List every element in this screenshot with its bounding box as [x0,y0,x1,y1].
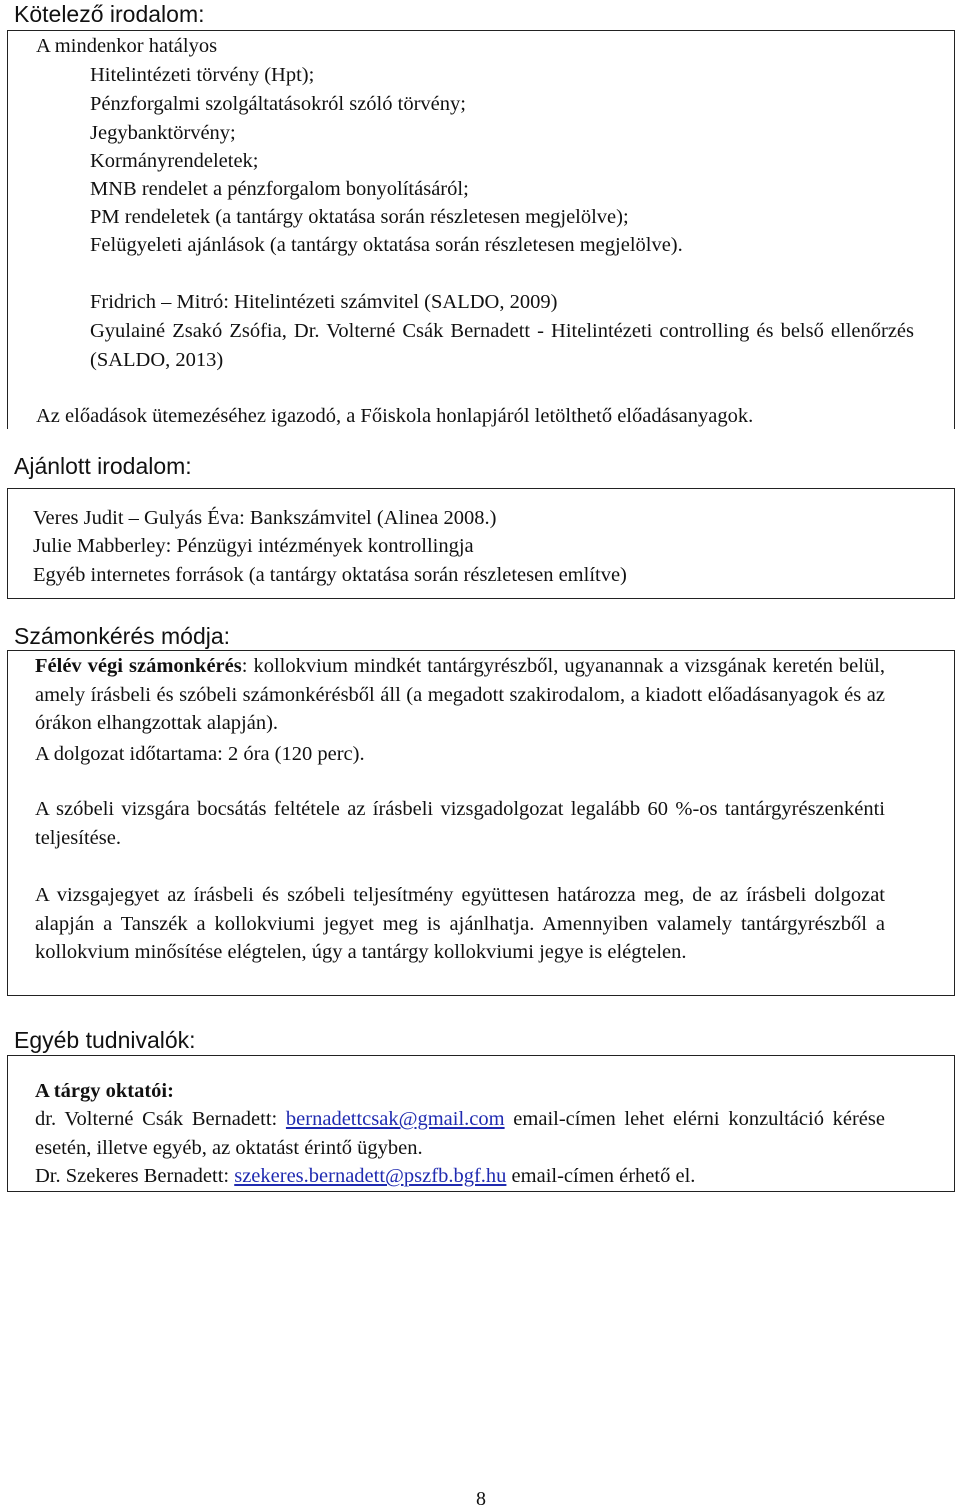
teacher-1-name: dr. Volterné Csák Bernadett: [35,1108,278,1130]
teacher-1 [35,1105,885,1162]
kotelezo-box [7,30,955,429]
teacher-1-text: email-címen lehet elérni konzultáció kérése esetén, illetve egyéb, az oktatást érintő ügyben. [35,1108,885,1159]
kotelezo-note: Az előadások ütemezéséhez igazodó, a Főiskola honlapjáról letölthető előadásanyagok. [36,405,754,427]
law-item: PM rendeletek (a tantárgy oktatása során részletesen megjelölve); [90,206,629,228]
teacher-2-email-link[interactable]: szekeres.bernadett@pszfb.bgf.hu [234,1165,507,1187]
book-item: Gyulainé Zsakó Zsófia, Dr. Volterné Csák Bernadett - Hitelintézeti controlling és belső ellenőrzés (SALDO, 2013) [90,320,914,371]
exam-duration: A dolgozat időtartama: 2 óra (120 perc). [35,743,365,765]
exam-paragraph-2: A szóbeli vizsgára bocsátás feltétele az írásbeli vizsgadolgozat legalább 60 %-os tantárgyrészenkénti teljesítése. [35,798,885,849]
teacher-2-name: Dr. Szekeres Bernadett: [35,1165,230,1187]
law-item: Hitelintézeti törvény (Hpt); [90,64,315,86]
book-item: Fridrich – Mitró: Hitelintézeti számvitel (SALDO, 2009) [90,291,558,313]
law-item: Felügyeleti ajánlások (a tantárgy oktatása során részletesen megjelölve). [90,234,683,256]
kotelezo-intro: A mindenkor hatályos [36,35,218,57]
recommended-item: Veres Judit – Gulyás Éva: Bankszámvitel (Alinea 2008.) [33,507,497,529]
law-item: Kormányrendeletek; [90,150,259,172]
teacher-1-email-link[interactable]: bernadettcsak@gmail.com [285,1108,505,1130]
section-title-ajanlott: Ajánlott irodalom: [14,453,192,479]
exam-text: : kollokvium mindkét tantárgyrészből, ugyanannak a vizsgának keretén belül, amely írásbeli és szóbeli számonkérésből áll (a megadott szakirodalom, a kiadott előadásanyagok és az órákon elhangzottak alapján). [35,655,885,735]
ajanlott-box [7,488,955,599]
exam-paragraph-3: A vizsgajegyet az írásbeli és szóbeli teljesítmény együttesen határozza meg, de az írásbeli dolgozat alapján a Tanszék a kollokviumi jegyet meg is ajánlhatja. Amennyiben valamely tantárgyrészből a kollokvium minősítése elégtelen, úgy a tantárgy kollokviumi jegye is elégtelen. [35,884,885,964]
law-item: MNB rendelet a pénzforgalom bonyolításáról; [90,178,469,200]
teacher-2-text: email-címen érhető el. [511,1165,696,1187]
exam-paragraph-1 [35,652,885,738]
recommended-item: Egyéb internetes források (a tantárgy oktatása során részletesen említve) [33,564,627,586]
recommended-item: Julie Mabberley: Pénzügyi intézmények kontrollingja [33,535,474,557]
page-number: 8 [476,1488,486,1510]
section-title-szamonkeres: Számonkérés módja: [14,623,231,649]
law-item: Jegybanktörvény; [90,122,236,144]
teacher-2 [35,1163,695,1189]
exam-bold-label: Félév végi számonkérés [35,655,242,677]
law-item: Pénzforgalmi szolgáltatásokról szóló törvény; [90,93,466,115]
section-title-egyeb: Egyéb tudnivalók: [14,1027,196,1053]
section-title-kotelezo: Kötelező irodalom: [14,1,205,27]
teachers-label: A tárgy oktatói: [35,1080,174,1102]
